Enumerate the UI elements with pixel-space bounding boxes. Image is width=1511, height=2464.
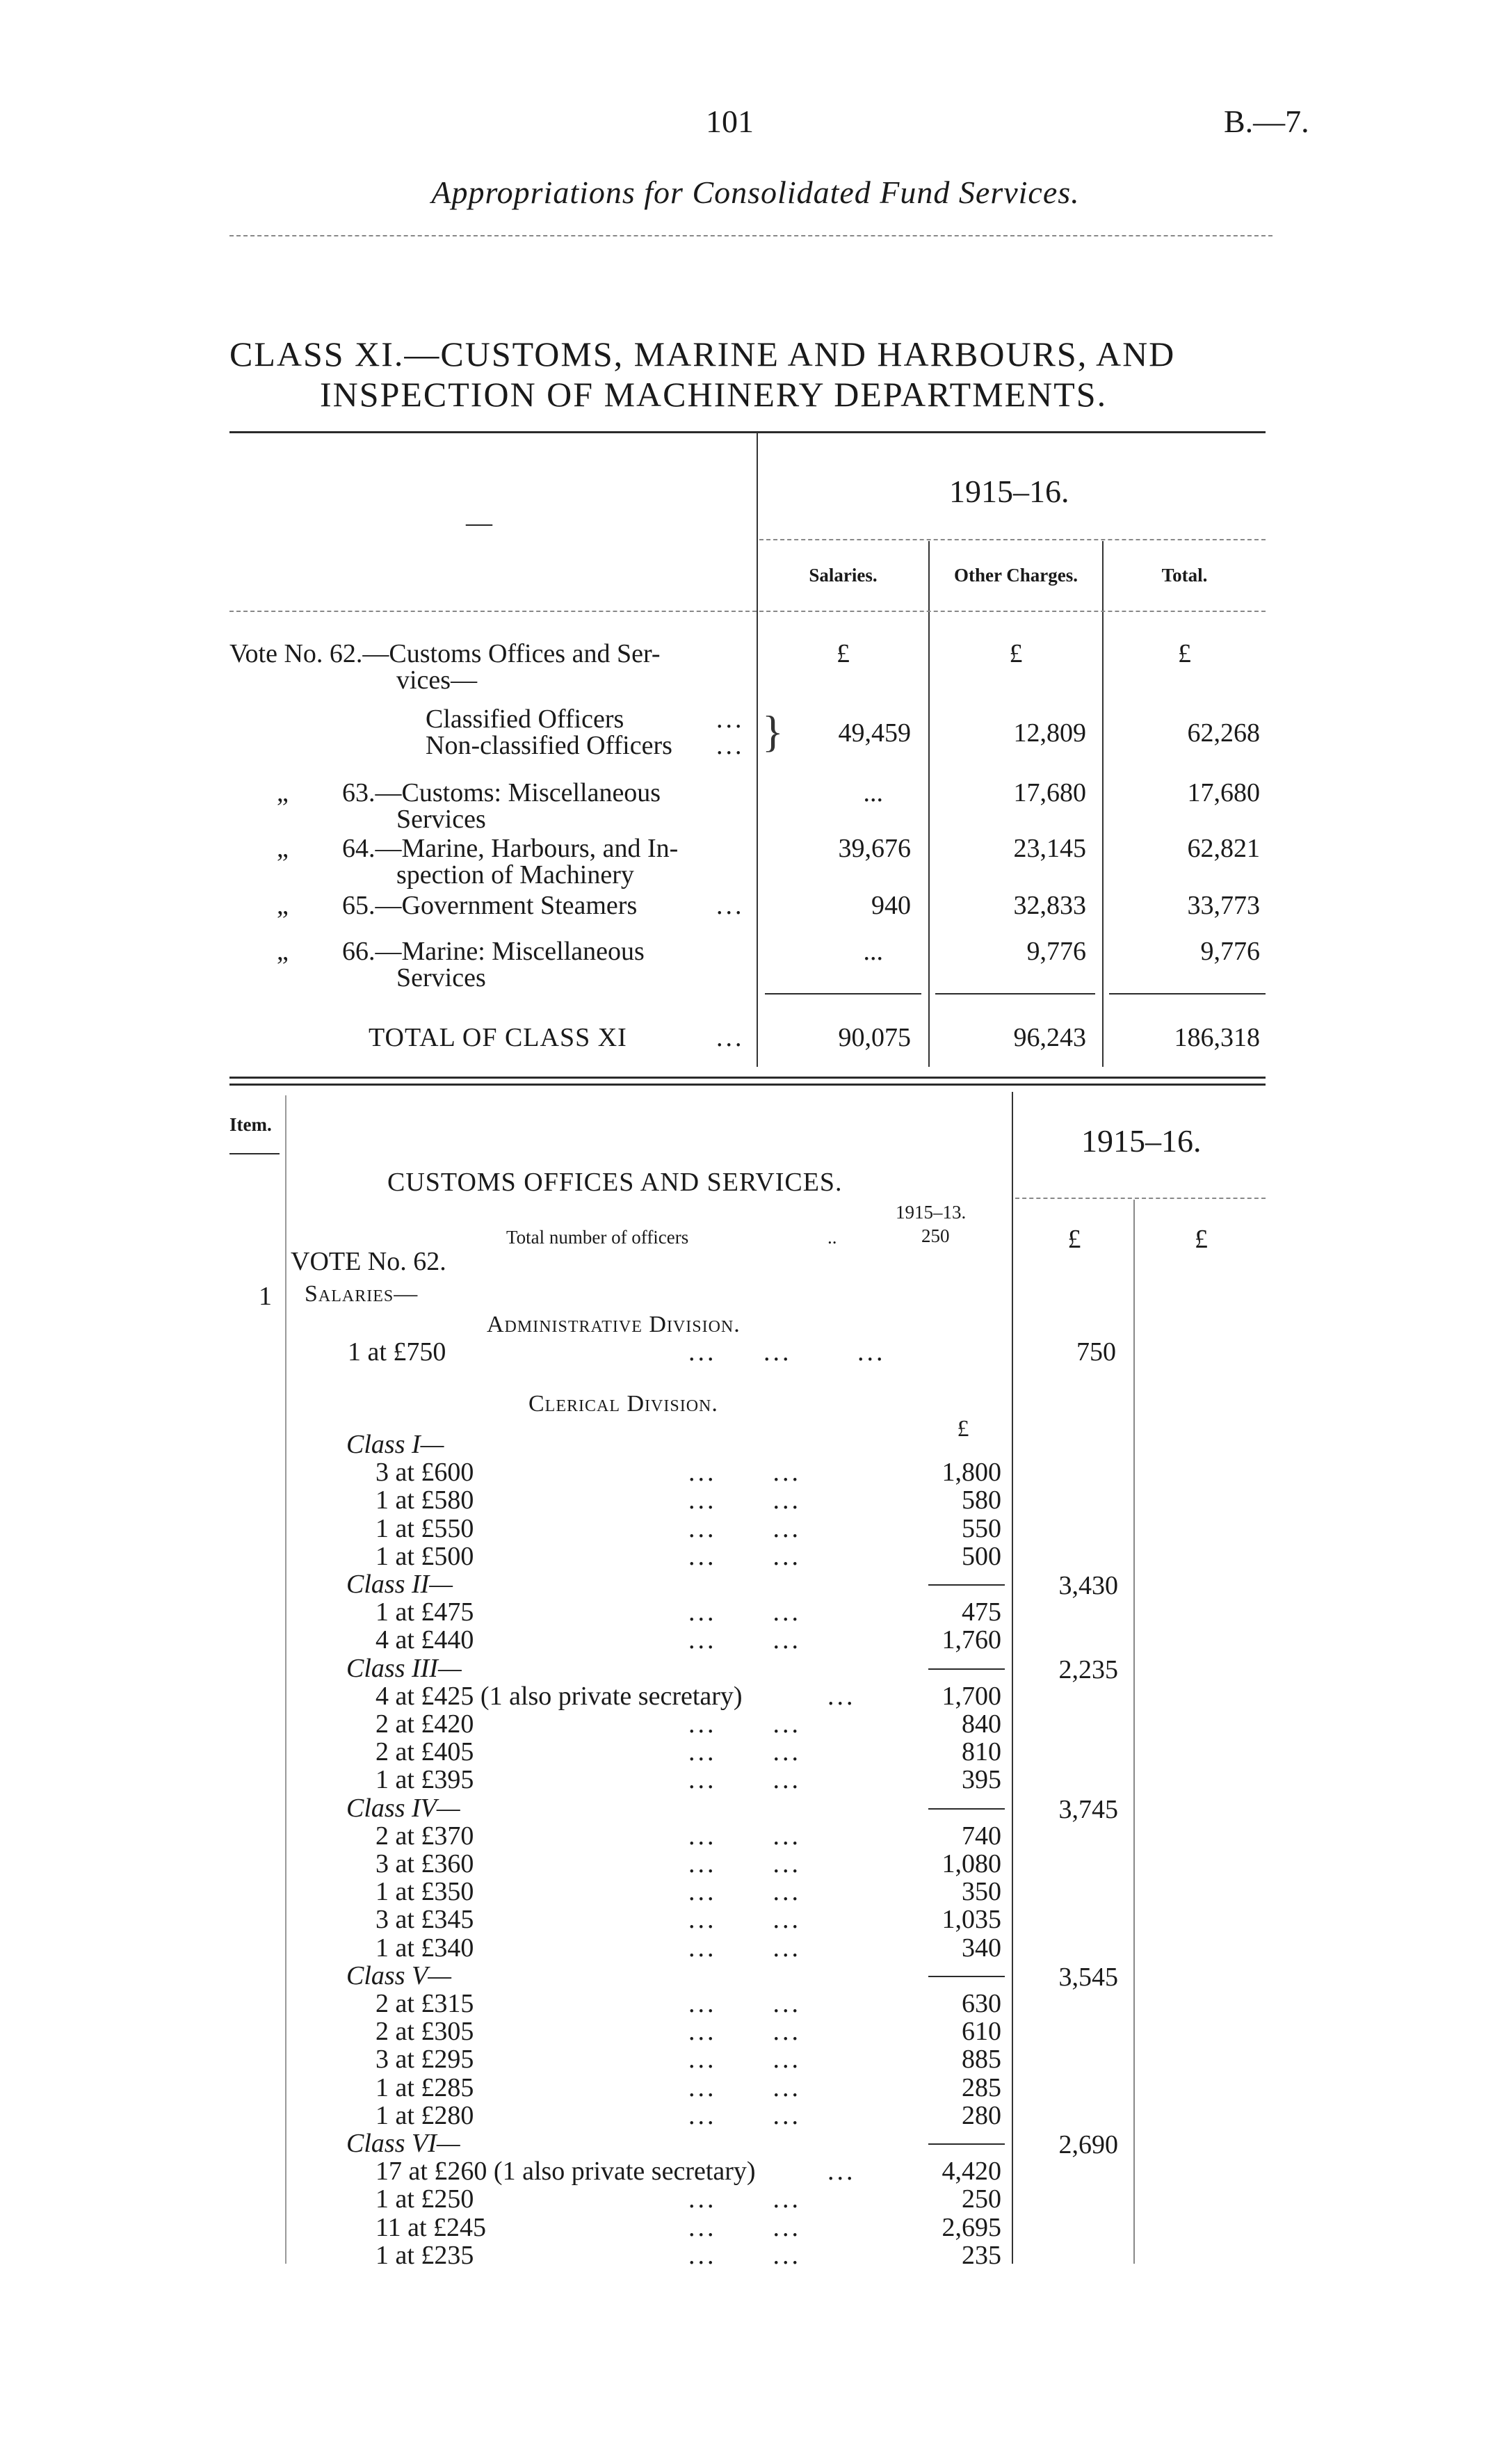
class-subtotal: 3,745 (1058, 1794, 1118, 1824)
class-row-label: 2 at £315 (375, 1989, 474, 2018)
vote65-ditto: „ (277, 891, 289, 920)
class-row-value: 580 (962, 1485, 1001, 1515)
vote64-label-cont: spection of Machinery (396, 860, 634, 889)
class-row-label: 1 at £340 (375, 1933, 474, 1963)
class-row-value: 2,695 (942, 2212, 1001, 2242)
class-row-label: 3 at £345 (375, 1905, 474, 1935)
class-row-label: 2 at £405 (375, 1737, 474, 1767)
vote62-other: 12,809 (1013, 718, 1086, 748)
class-row-label: 2 at £420 (375, 1709, 474, 1739)
class-row-dots: ... ... (688, 1877, 801, 1907)
class-row-dots: ... ... (688, 1849, 801, 1878)
class-row-value: 1,700 (942, 1681, 1001, 1711)
class-row-dots: ... ... (688, 1597, 801, 1627)
class-row-label: 1 at £580 (375, 1485, 474, 1515)
class-subtotal: 3,545 (1058, 1962, 1118, 1992)
total-total: 186,318 (1174, 1023, 1260, 1052)
officers-year-label: 1915–13. (896, 1202, 967, 1223)
page-subtitle: Appropriations for Consolidated Fund Services. (431, 175, 1080, 210)
summary-header-rule (229, 611, 1266, 612)
currency-salaries: £ (837, 639, 850, 668)
currency-total: £ (1178, 639, 1191, 668)
class-heading: Class I— (346, 1430, 444, 1459)
class-row-dots: ... ... (688, 2045, 801, 2075)
class-heading: Class IV— (346, 1793, 460, 1823)
class-row-value: 340 (962, 1933, 1001, 1963)
class-subtotal-rule (928, 1584, 1005, 1586)
class-row-label: 1 at £285 (375, 2072, 474, 2102)
class-row-dots: ... ... (688, 2212, 801, 2242)
class-row-dots: ... ... (688, 1485, 801, 1515)
class-row-value: 840 (962, 1709, 1001, 1739)
class-row-label: 1 at £500 (375, 1541, 474, 1571)
vote64-ditto: „ (277, 834, 289, 863)
admin-row-dots: ... ... ... (688, 1337, 886, 1367)
class-row-value: 885 (962, 2045, 1001, 2075)
clerical-currency: £ (957, 1416, 969, 1442)
item-column-divider (285, 1095, 286, 2264)
vote63-total: 17,680 (1187, 778, 1260, 807)
vote63-label: 63.—Customs: Miscellaneous (342, 778, 661, 807)
class-row-value: 280 (962, 2100, 1001, 2130)
class-row-dots: ... ... (688, 1765, 801, 1795)
detail-col-divider (1133, 1200, 1135, 2264)
summary-year-underline (759, 539, 1266, 540)
class-row-label: 4 at £440 (375, 1625, 474, 1655)
class-subtotal-rule (928, 2143, 1005, 2145)
section-title: CUSTOMS OFFICES AND SERVICES. (387, 1168, 843, 1197)
page-number: 101 (706, 104, 754, 139)
class-row-dots: ... ... (688, 1541, 801, 1571)
class-row-value: 395 (962, 1765, 1001, 1795)
class-row-dots: ... ... (688, 1933, 801, 1963)
class-row-dots: ... ... (688, 2184, 801, 2214)
class-row-dots: ... (827, 1681, 856, 1711)
class-heading: Class II— (346, 1570, 453, 1599)
page-reference: B.—7. (1224, 104, 1309, 139)
class-subtotal: 3,430 (1058, 1571, 1118, 1600)
summary-stub-divider (757, 433, 758, 1067)
class-row-value: 630 (962, 1989, 1001, 2018)
class-row-label: 1 at £350 (375, 1877, 474, 1907)
total-other: 96,243 (1013, 1023, 1086, 1052)
detail-year-underline (1015, 1198, 1266, 1199)
class-row-value: 1,800 (942, 1458, 1001, 1488)
col-header-other-charges: Other Charges. (954, 565, 1078, 586)
vote63-salaries: ... (863, 778, 883, 807)
detail-currency-b: £ (1195, 1225, 1208, 1254)
class-heading: Class III— (346, 1653, 462, 1683)
class-heading: Class VI— (346, 2129, 460, 2158)
class-row-value: 1,760 (942, 1625, 1001, 1655)
vote66-ditto: „ (277, 937, 289, 966)
class-row-dots: ... (827, 2157, 856, 2187)
vote65-total: 33,773 (1187, 891, 1260, 920)
col-header-salaries: Salaries. (809, 565, 878, 586)
officers-label: Total number of officers (506, 1227, 689, 1248)
vote62-sub-nonclassified-dots: ... (716, 731, 745, 760)
vote66-other: 9,776 (1026, 937, 1086, 966)
summary-year-heading: 1915–16. (949, 474, 1069, 509)
class-row-label: 3 at £295 (375, 2045, 474, 2075)
summary-stub-dash: — (466, 508, 492, 538)
total-label: TOTAL OF CLASS XI (369, 1023, 627, 1052)
item-column-label: Item. (229, 1114, 272, 1135)
class-row-value: 810 (962, 1737, 1001, 1767)
admin-division-heading: Administrative Division. (487, 1312, 741, 1337)
vote65-salaries: 940 (871, 891, 911, 920)
vote66-salaries: ... (863, 937, 883, 966)
vote64-salaries: 39,676 (838, 834, 911, 863)
class-row-label: 2 at £305 (375, 2017, 474, 2047)
class-row-label: 3 at £360 (375, 1849, 474, 1878)
class-row-label: 3 at £600 (375, 1458, 474, 1488)
detail-currency-a: £ (1067, 1225, 1081, 1254)
class-row-value: 1,080 (942, 1849, 1001, 1878)
header-divider (229, 235, 1272, 236)
class-row-dots: ... ... (688, 2072, 801, 2102)
vote64-total: 62,821 (1187, 834, 1260, 863)
summary-bottom-rule-2 (229, 1084, 1266, 1086)
class-row-dots: ... ... (688, 1513, 801, 1543)
class-row-dots: ... ... (688, 1737, 801, 1767)
class-row-dots: ... ... (688, 1989, 801, 2018)
class-row-dots: ... ... (688, 1458, 801, 1488)
officers-dots: .. (827, 1227, 837, 1248)
vote65-dots: ... (716, 891, 745, 920)
total-rule-salaries (765, 993, 921, 995)
currency-other: £ (1009, 639, 1023, 668)
vote62-total: 62,268 (1187, 718, 1260, 748)
class-row-value: 610 (962, 2017, 1001, 2047)
class-row-value: 285 (962, 2072, 1001, 2102)
class-row-label: 1 at £280 (375, 2100, 474, 2130)
class-title-line1: CLASS XI.—CUSTOMS, MARINE AND HARBOURS, AND (229, 335, 1176, 373)
class-row-label: 1 at £475 (375, 1597, 474, 1627)
detail-year-heading: 1915–16. (1081, 1123, 1202, 1159)
class-row-value: 250 (962, 2184, 1001, 2214)
item-label-underline (229, 1153, 280, 1154)
vote63-ditto: „ (277, 778, 289, 807)
class-row-label: 1 at £550 (375, 1513, 474, 1543)
class-row-dots: ... ... (688, 2017, 801, 2047)
total-rule-other (935, 993, 1095, 995)
vote62-sub-nonclassified: Non-classified Officers (426, 731, 672, 760)
vote65-label: 65.—Government Steamers (342, 891, 638, 920)
vote62-label-cont: vices— (396, 666, 478, 695)
vote64-other: 23,145 (1013, 834, 1086, 863)
class-row-label: 1 at £395 (375, 1765, 474, 1795)
vote64-label: 64.—Marine, Harbours, and In- (342, 834, 679, 863)
class-subtotal: 2,235 (1058, 1654, 1118, 1684)
col-header-total: Total. (1161, 565, 1208, 586)
class-row-label: 1 at £235 (375, 2240, 474, 2270)
admin-row-value: 750 (1076, 1337, 1116, 1367)
class-row-label: 1 at £250 (375, 2184, 474, 2214)
class-subtotal-rule (928, 1668, 1005, 1670)
class-subtotal-rule (928, 1808, 1005, 1810)
item-number: 1 (259, 1282, 272, 1311)
class-subtotal: 2,690 (1058, 2130, 1118, 2159)
officers-value: 250 (921, 1225, 950, 1246)
vote62-label: Vote No. 62.—Customs Offices and Ser- (229, 639, 661, 668)
class-row-value: 475 (962, 1597, 1001, 1627)
summary-bottom-rule-1 (229, 1077, 1266, 1079)
vote-number: VOTE No. 62. (291, 1247, 446, 1276)
class-row-value: 4,420 (942, 2157, 1001, 2187)
class-row-label: 17 at £260 (1 also private secretary) (375, 2157, 756, 2187)
clerical-division-heading: Clerical Division. (528, 1391, 718, 1417)
vote65-other: 32,833 (1013, 891, 1086, 920)
class-row-value: 1,035 (942, 1905, 1001, 1935)
class-row-label: 2 at £370 (375, 1821, 474, 1851)
class-row-value: 235 (962, 2240, 1001, 2270)
salaries-heading: Salaries— (305, 1281, 419, 1307)
vote66-label: 66.—Marine: Miscellaneous (342, 937, 645, 966)
vote63-other: 17,680 (1013, 778, 1086, 807)
summary-top-rule (229, 431, 1266, 433)
class-row-value: 500 (962, 1541, 1001, 1571)
vote62-sub-classified-dots: ... (716, 704, 745, 734)
class-row-label: 4 at £425 (1 also private secretary) (375, 1681, 743, 1711)
class-row-dots: ... ... (688, 1625, 801, 1655)
class-row-value: 550 (962, 1513, 1001, 1543)
admin-row-label: 1 at £750 (348, 1337, 446, 1367)
vote62-salaries: 49,459 (838, 718, 911, 748)
class-row-dots: ... ... (688, 2240, 801, 2270)
total-dots: ... (716, 1023, 745, 1052)
class-row-label: 11 at £245 (375, 2212, 487, 2242)
class-row-value: 740 (962, 1821, 1001, 1851)
class-row-dots: ... ... (688, 1821, 801, 1851)
total-salaries: 90,075 (838, 1023, 911, 1052)
detail-amount-divider (1012, 1092, 1013, 2264)
vote63-label-cont: Services (396, 805, 486, 834)
class-heading: Class V— (346, 1960, 451, 1990)
class-row-dots: ... ... (688, 1905, 801, 1935)
class-row-dots: ... ... (688, 2100, 801, 2130)
vote66-label-cont: Services (396, 963, 486, 992)
vote62-brace: } (762, 707, 784, 756)
class-subtotal-rule (928, 1976, 1005, 1977)
class-row-dots: ... ... (688, 1709, 801, 1739)
vote66-total: 9,776 (1200, 937, 1260, 966)
vote62-sub-classified: Classified Officers (426, 704, 624, 734)
class-title-line2: INSPECTION OF MACHINERY DEPARTMENTS. (320, 375, 1108, 414)
total-rule-total (1109, 993, 1266, 995)
class-row-value: 350 (962, 1877, 1001, 1907)
